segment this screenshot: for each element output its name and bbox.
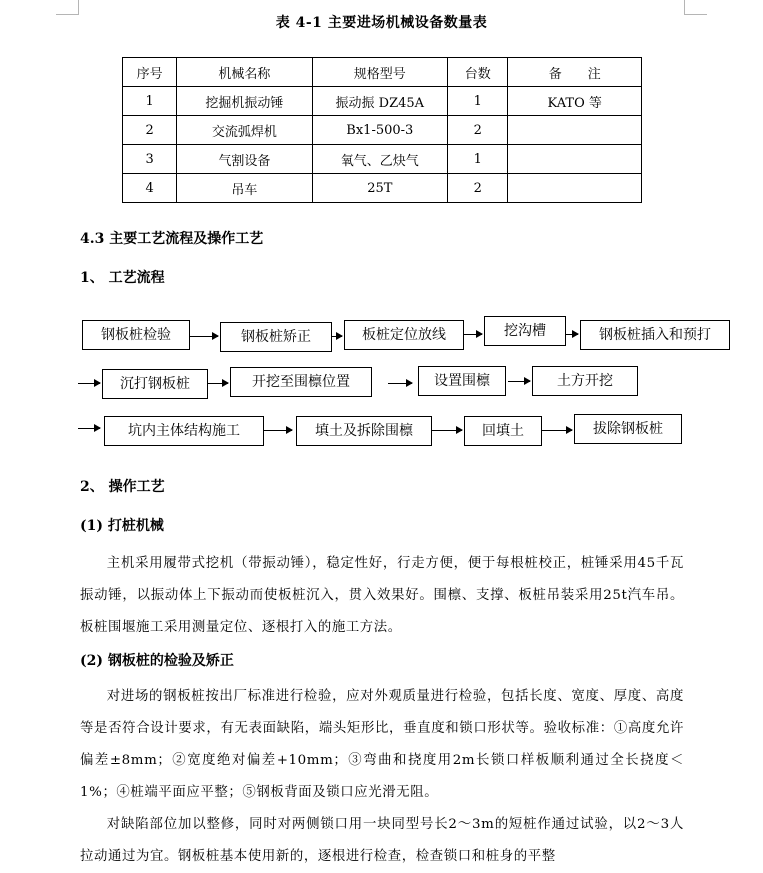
- header-cell: 台数: [448, 58, 508, 87]
- table-cell: 1: [123, 87, 177, 116]
- subsection-heading-flow: 1、 工艺流程: [80, 270, 165, 286]
- flow-step-6: 沉打钢板桩: [102, 369, 208, 399]
- table-cell: 氧气、乙炔气: [312, 145, 448, 174]
- table-row: [123, 116, 642, 145]
- header-cell: 机械名称: [177, 58, 312, 87]
- flow-step-3: 板桩定位放线: [344, 320, 464, 350]
- header-cell: 规格型号: [312, 58, 448, 87]
- equipment-table: [122, 57, 642, 203]
- flow-arrow: [332, 336, 342, 337]
- flow-arrow: [388, 383, 412, 384]
- flow-step-12: 回填土: [464, 416, 542, 446]
- table-row: [123, 145, 642, 174]
- item-heading-inspection: (2) 钢板桩的检验及矫正: [80, 653, 234, 669]
- section-heading: 4.3 主要工艺流程及操作工艺: [80, 231, 264, 247]
- flow-arrow: [566, 334, 578, 335]
- flow-arrow: [190, 336, 218, 337]
- header-cell: 序号: [123, 58, 177, 87]
- flow-arrow: [78, 428, 100, 429]
- table-cell: 交流弧焊机: [177, 116, 312, 145]
- flow-arrow: [464, 334, 482, 335]
- table-cell: 吊车: [177, 174, 312, 203]
- paragraph-text: 主机采用履带式挖机（带振动锤），稳定性好，行走方便，便于每根桩校正，桩锤采用45千瓦振动锤，以振动体上下振动而使板桩沉入，贯入效果好。围檩、支撑、板桩吊装采用25t汽车吊。板桩围堰施工采用测量定位、逐根打入的施工方法。: [80, 556, 684, 635]
- table-cell: 25T: [312, 174, 448, 203]
- table-cell: KATO 等: [508, 87, 642, 116]
- table-cell: 1: [448, 145, 508, 174]
- table-cell: Bx1-500-3: [312, 116, 448, 145]
- table-cell: 1: [448, 87, 508, 116]
- header-cell: 备 注: [508, 58, 642, 87]
- flow-arrow: [78, 383, 100, 384]
- table-row: [123, 174, 642, 203]
- flow-step-1: 钢板桩检验: [82, 320, 190, 350]
- table-cell: 振动振 DZ45A: [312, 87, 448, 116]
- paragraph-text: 对进场的钢板桩按出厂标准进行检验，应对外观质量进行检验，包括长度、宽度、厚度、高度等是否符合设计要求，有无表面缺陷，端头矩形比，垂直度和锁口形状等。验收标准：①高度允许偏差±8mm；②宽度绝对偏差+10mm；③弯曲和挠度用2m长锁口样板顺利通过全长挠度＜1%；④桩端平面应平整；⑤钢板背面及锁口应光滑无阻。: [80, 689, 684, 800]
- table-cell: 3: [123, 145, 177, 174]
- item-heading-pile-machine: (1) 打桩机械: [80, 518, 164, 534]
- flow-arrow: [208, 383, 228, 384]
- table-cell: 2: [123, 116, 177, 145]
- flow-step-2: 钢板桩矫正: [220, 322, 332, 352]
- table-cell: [508, 145, 642, 174]
- paragraph-text: 对缺陷部位加以整修，同时对两侧锁口用一块同型号长2～3m的短桩作通过试验，以2～3人拉动通过为宜。钢板桩基本使用新的，逐根进行检查，检查锁口和桩身的平整: [80, 817, 684, 864]
- table-cell: 4: [123, 174, 177, 203]
- table-cell: [508, 174, 642, 203]
- flow-step-11: 填土及拆除围檩: [296, 416, 432, 446]
- flow-step-7: 开挖至围檩位置: [230, 367, 372, 397]
- paragraph-pile-machine: [80, 548, 684, 644]
- flow-step-4: 挖沟槽: [484, 316, 566, 346]
- flow-step-8: 设置围檩: [418, 366, 506, 396]
- table-cell: 气割设备: [177, 145, 312, 174]
- flow-step-5: 钢板桩插入和预打: [580, 320, 730, 350]
- flow-arrow: [542, 430, 572, 431]
- table-cell: [508, 116, 642, 145]
- table-header-row: [123, 58, 642, 87]
- flow-arrow: [432, 430, 462, 431]
- flow-step-10: 坑内主体结构施工: [104, 416, 264, 446]
- flow-step-9: 土方开挖: [532, 366, 638, 396]
- flow-step-13: 拔除钢板桩: [574, 414, 682, 444]
- flow-arrow: [264, 430, 292, 431]
- table-cell: 2: [448, 116, 508, 145]
- table-title: 表 4-1 主要进场机械设备数量表: [275, 15, 488, 31]
- subsection-heading-operation: 2、 操作工艺: [80, 479, 165, 495]
- table-cell: 挖掘机振动锤: [177, 87, 312, 116]
- flow-arrow: [508, 381, 530, 382]
- paragraph-inspection: [80, 681, 684, 873]
- table-row: [123, 87, 642, 116]
- table-cell: 2: [448, 174, 508, 203]
